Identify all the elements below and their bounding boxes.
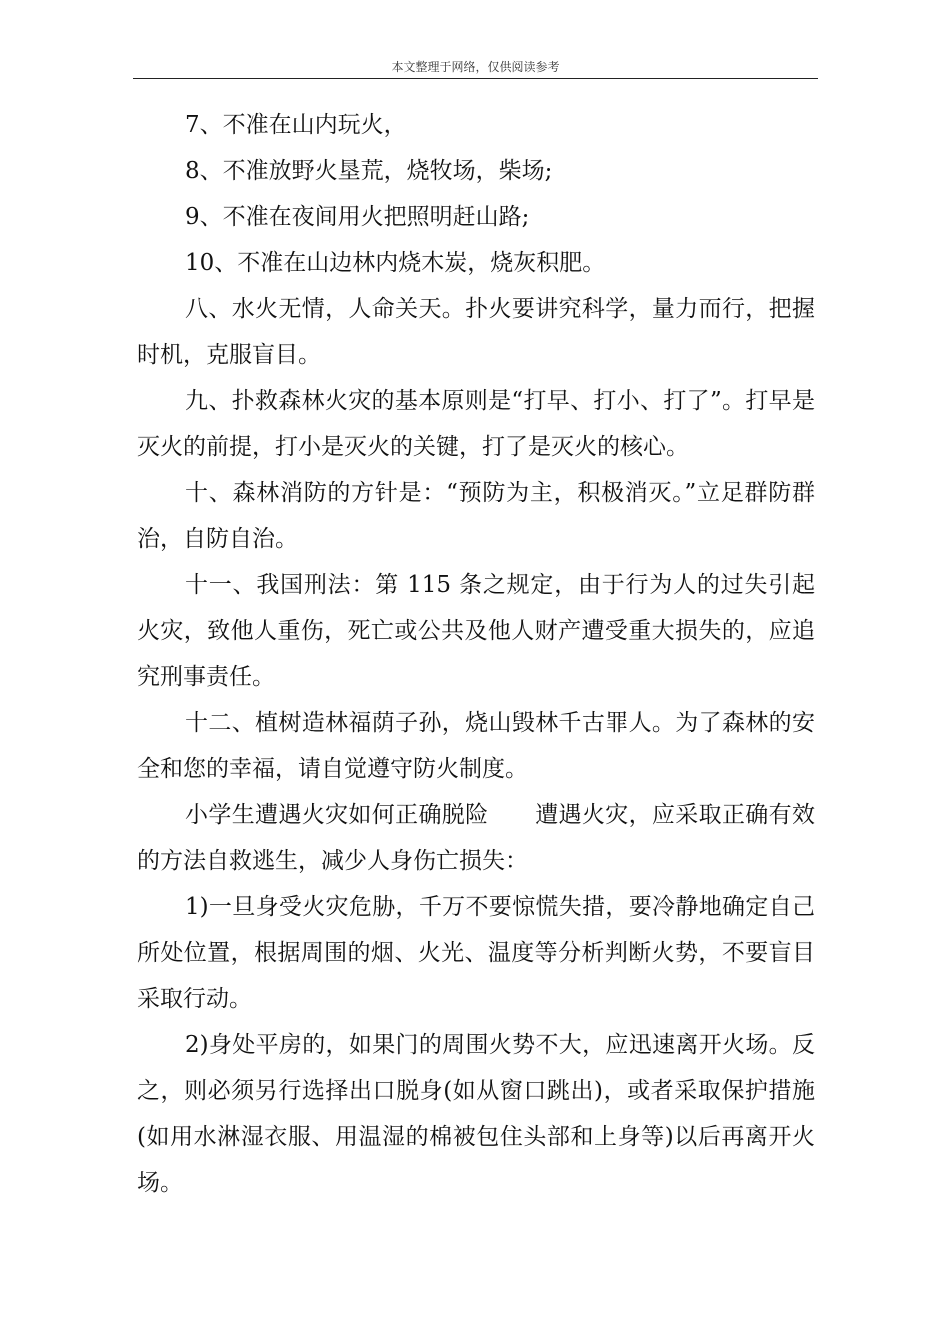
paragraph-section-8: 八、水火无情，人命关天。扑火要讲究科学，量力而行，把握时机，克服盲目。 (137, 296, 815, 368)
page-header: 本文整理于网络，仅供阅读参考 (133, 60, 818, 79)
paragraph-rule-7: 7、不准在山内玩火， (185, 112, 407, 138)
paragraph-section-10: 十、森林消防的方针是：“预防为主，积极消灭。”立足群防群治，自防自治。 (137, 480, 815, 552)
paragraph-escape-step-1: 1)一旦身受火灾危胁，千万不要惊慌失措，要冷静地确定自己所处位置，根据周围的烟、火光、温度等分析判断火势，不要盲目采取行动。 (137, 894, 815, 1012)
paragraph-rule-8: 8、不准放野火垦荒，烧牧场，柴场; (185, 158, 553, 184)
paragraph-rule-10: 10、不准在山边林内烧木炭，烧灰积肥。 (185, 250, 606, 276)
paragraph-rule-9: 9、不准在夜间用火把照明赶山路; (185, 204, 530, 230)
document-body (137, 102, 815, 1206)
paragraph-section-11: 十一、我国刑法：第 115 条之规定，由于行为人的过失引起火灾，致他人重伤，死亡或公共及他人财产遭受重大损失的，应追究刑事责任。 (137, 572, 815, 690)
paragraph-escape-step-2: 2)身处平房的，如果门的周围火势不大，应迅速离开火场。反之，则必须另行选择出口脱身(如从窗口跳出)，或者采取保护措施(如用水淋湿衣服、用温湿的棉被包住头部和上身等)以后再离开火场。 (137, 1032, 815, 1196)
paragraph-section-12: 十二、植树造林福荫子孙，烧山毁林千古罪人。为了森林的安全和您的幸福，请自觉遵守防火制度。 (137, 710, 815, 782)
paragraph-fire-escape-intro: 小学生遭遇火灾如何正确脱险 遭遇火灾，应采取正确有效的方法自救逃生，减少人身伤亡损失： (137, 802, 815, 874)
paragraph-section-9: 九、扑救森林火灾的基本原则是“打早、打小、打了”。打早是灭火的前提，打小是灭火的关键，打了是灭火的核心。 (137, 388, 815, 460)
